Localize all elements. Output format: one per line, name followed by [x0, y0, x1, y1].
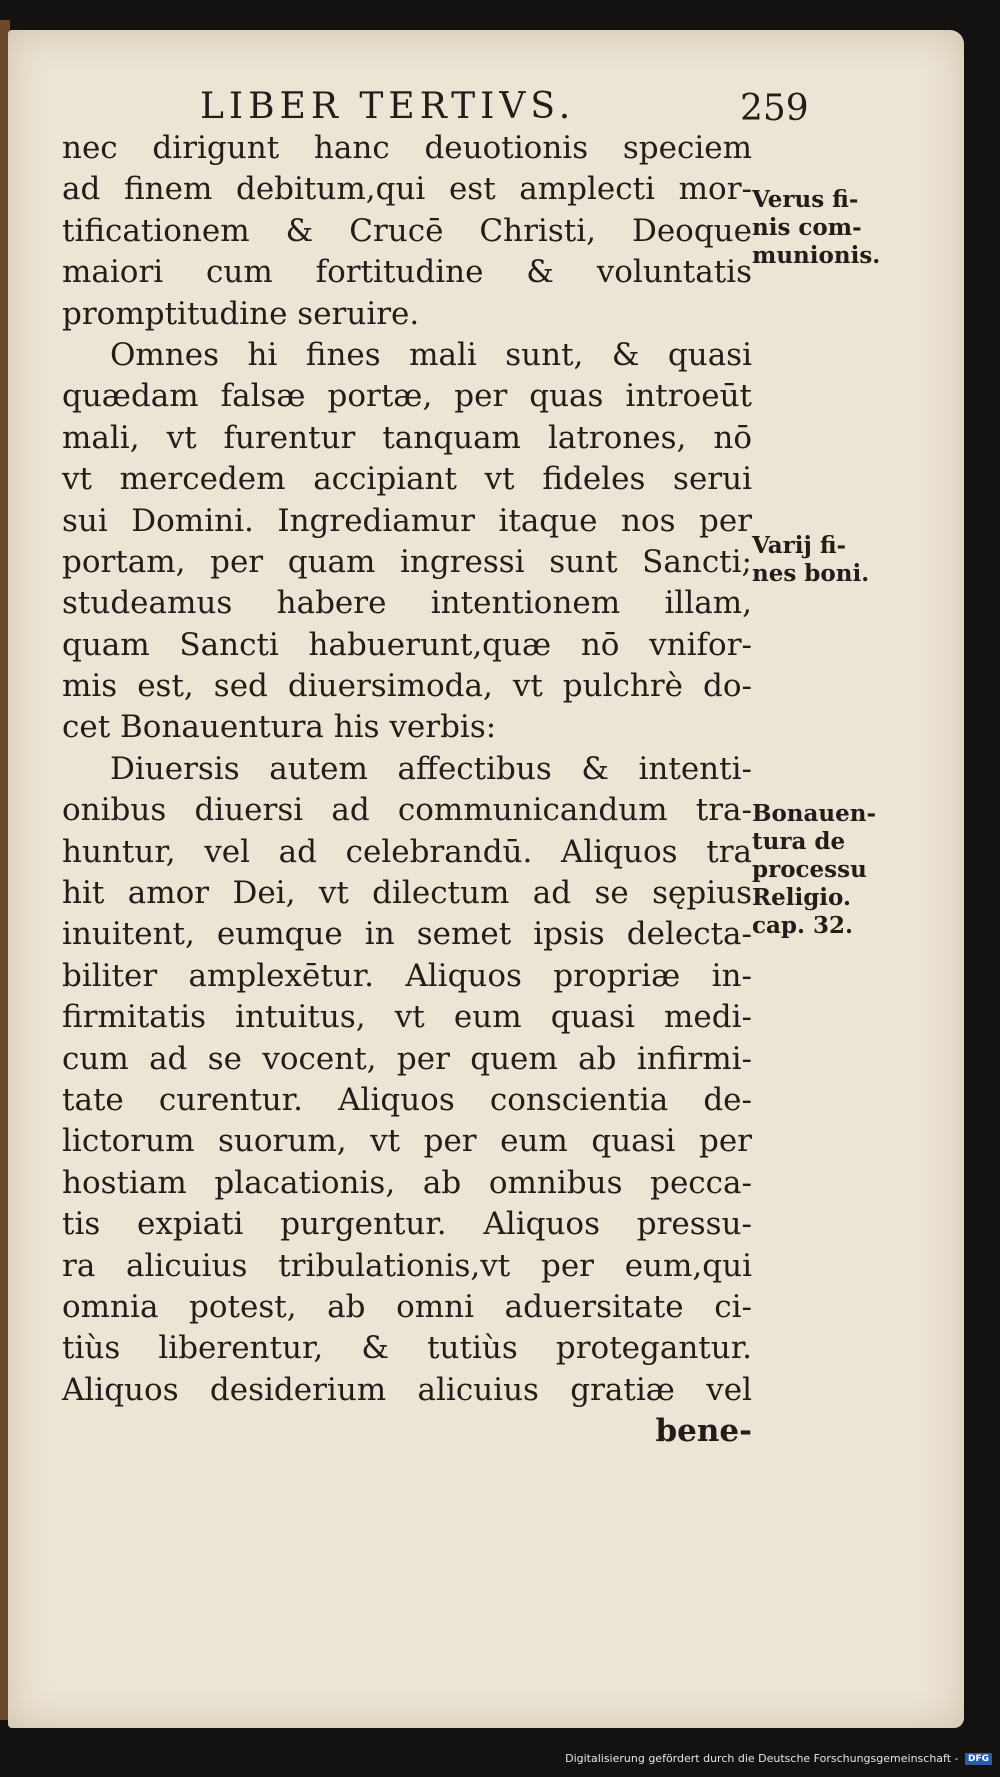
margin-note: [752, 800, 902, 940]
text-line: tate curentur. Aliquos conscientia de-: [62, 1081, 752, 1118]
margin-note-line: tura de: [752, 828, 846, 855]
text-line: biliter amplexētur. Aliquos propriæ in-: [62, 957, 752, 994]
text-line: mali, vt furentur tanquam latrones, nō: [62, 419, 752, 456]
text-line: nec dirigunt hanc deuotionis speciem: [62, 130, 752, 166]
text-line: Aliquos desiderium alicuius gratiæ vel: [62, 1371, 752, 1408]
text-line: cum ad se vocent, per quem ab infirmi-: [62, 1040, 752, 1077]
text-line: quam Sancti habuerunt,quæ nō vnifor-: [62, 626, 752, 663]
body-text: [62, 128, 752, 1453]
margin-note-line: Verus fi-: [752, 186, 859, 213]
margin-note-line: nis com-: [752, 214, 862, 241]
text-line: hit amor Dei, vt dilectum ad se sępius: [62, 875, 752, 912]
text-line: studeamus habere intentionem illam,: [62, 585, 752, 622]
margin-note-line: Religio.: [752, 884, 851, 911]
text-line: inuitent, eumque in semet ipsis delecta-: [62, 916, 752, 953]
text-line: cet Bonauentura his verbis:: [62, 709, 497, 746]
text-line: ad finem debitum,qui est amplecti mor-: [62, 171, 752, 208]
text-line: tis expiati purgentur. Aliquos pressu-: [62, 1206, 752, 1243]
margin-note: [752, 532, 902, 588]
text-line: Omnes hi fines mali sunt, & quasi: [110, 336, 752, 373]
credit-text: Digitalisierung gefördert durch die Deutsche Forschungsgemeinschaft -: [565, 1752, 959, 1765]
margin-note: [752, 186, 902, 270]
text-line: maiori cum fortitudine & voluntatis: [62, 254, 752, 291]
text-line: vt mercedem accipiant vt fideles serui: [62, 461, 752, 498]
text-line: lictorum suorum, vt per eum quasi per: [62, 1123, 752, 1160]
margin-note-line: Varij fi-: [752, 532, 847, 559]
margin-note-line: munionis.: [752, 242, 881, 269]
catchword: bene-: [655, 1413, 752, 1450]
page-number: 259: [740, 88, 809, 129]
text-line: omnia potest, ab omni aduersitate ci-: [62, 1288, 752, 1325]
text-line: sui Domini. Ingrediamur itaque nos per: [62, 502, 752, 539]
text-line: Diuersis autem affectibus & intenti-: [110, 750, 752, 787]
text-line: promptitudine seruire.: [62, 295, 420, 332]
margin-note-line: cap. 32.: [752, 912, 854, 939]
margin-note-line: nes boni.: [752, 560, 870, 587]
text-line: firmitatis intuitus, vt eum quasi medi-: [62, 999, 752, 1036]
text-line: quædam falsæ portæ, per quas introeūt: [62, 378, 752, 415]
text-line: tiùs liberentur, & tutiùs protegantur.: [62, 1330, 752, 1367]
text-line: mis est, sed diuersimoda, vt pulchrè do-: [62, 668, 752, 705]
text-line: tificationem & Crucē Christi, Deoque: [62, 212, 752, 249]
text-line: portam, per quam ingressi sunt Sancti;: [62, 543, 752, 580]
digitization-credit: [565, 1752, 992, 1765]
running-head: LIBER TERTIVS.: [200, 86, 576, 127]
margin-note-line: processu: [752, 856, 867, 883]
text-line: onibus diuersi ad communicandum tra-: [62, 792, 752, 829]
text-line: huntur, vel ad celebrandū. Aliquos tra: [62, 833, 752, 870]
text-line: hostiam placationis, ab omnibus pecca-: [62, 1164, 752, 1201]
dfg-logo: DFG: [965, 1753, 992, 1765]
margin-note-line: Bonauen-: [752, 800, 877, 827]
text-line: ra alicuius tribulationis,vt per eum,qui: [62, 1247, 752, 1284]
